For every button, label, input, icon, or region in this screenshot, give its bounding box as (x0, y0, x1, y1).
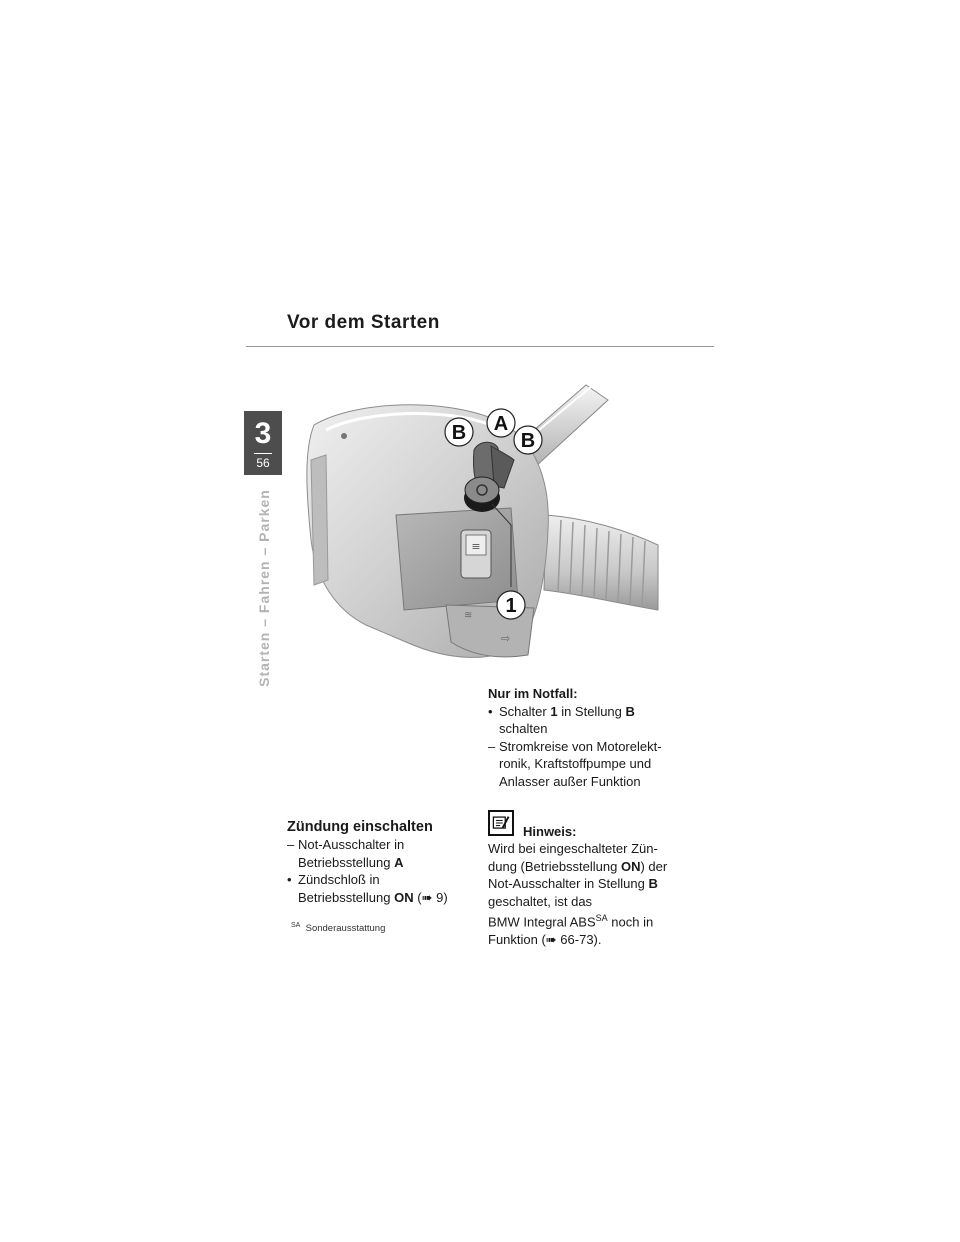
title-rule (246, 346, 714, 347)
list-item: – Not-Ausschalter in Betriebsstellung A (287, 837, 405, 870)
note-body: Wird bei eingeschalteter Zün- dung (Betriebsstellung ON) der Not-Ausschalter in Stellung B geschaltet, ist das BMW Integral $ABS^{SA}$ noch in Funktion (➠ 66-73). (488, 841, 668, 947)
chapter-number: 3 (254, 417, 272, 450)
handlebar-switch-illustration (296, 380, 676, 675)
section-heading: Zündung einschalten (287, 819, 433, 835)
right-list (488, 703, 698, 791)
note-title: Hinweis: (523, 824, 577, 839)
emergency-heading: Nur im Notfall: (488, 686, 578, 701)
list-item: • Schalter 1 in Stellung B schalten (488, 703, 635, 736)
chapter-tab (244, 411, 282, 475)
svg-text:⇨: ⇨ (501, 632, 511, 645)
label-b-left: B (451, 422, 467, 444)
page-title: Vor dem Starten (287, 312, 440, 333)
svg-text:≋: ≋ (464, 610, 473, 621)
page-number: 56 (256, 456, 270, 470)
label-b-right: B (520, 430, 536, 452)
right-column (488, 685, 698, 948)
left-column (287, 818, 457, 906)
chapter-divider (254, 453, 272, 454)
note-header (488, 810, 698, 840)
label-a: A (493, 413, 509, 435)
side-chapter-label: Starten – Fahren – Parken (256, 489, 272, 687)
list-item: – Stromkreise von Motorelekt- ronik, Kraftstoffpumpe und Anlasser außer Funktion (488, 738, 662, 789)
footnote: $^{SA}$ Sonderausstattung (291, 922, 386, 935)
svg-text:≡: ≡ (471, 540, 481, 553)
label-one: 1 (505, 595, 517, 617)
note-icon (488, 810, 514, 836)
list-item: • Zündschloß in Betriebsstellung ON (➠ 9) (287, 872, 448, 905)
left-list (287, 836, 457, 906)
